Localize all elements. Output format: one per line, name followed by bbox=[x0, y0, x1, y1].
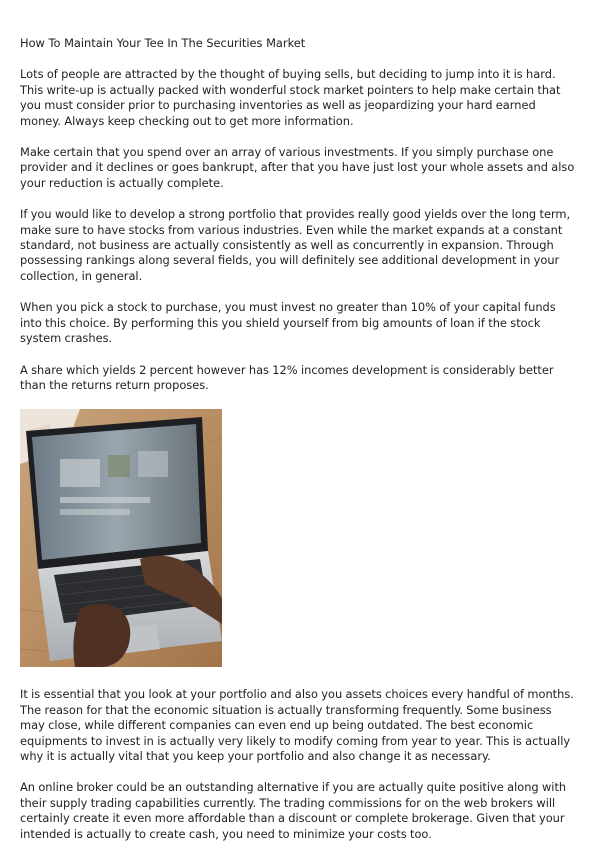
paragraph-2: Make certain that you spend over an array of various investments. If you simply purchase one provider and it declines or goes bankrupt, after that you have just lost your whole assets and also your reduction is actually complete. bbox=[20, 145, 575, 190]
paragraph-5: A share which yields 2 percent however has 12% incomes development is considerably better than the returns return proposes. bbox=[20, 362, 554, 392]
document-page bbox=[20, 36, 575, 858]
paragraph-1: Lots of people are attracted by the thought of buying sells, but deciding to jump into it is hard. This write-up is actually packed with wonderful stock market pointers to help make certain that you must consider prior to purchasing inventories as well as jeopardizing your hard earned money. Always keep checking out to get more information. bbox=[20, 67, 561, 128]
page-title: How To Maintain Your Tee In The Securities Market bbox=[20, 36, 306, 50]
paragraph-6: It is essential that you look at your portfolio and also you assets choices every handful of months. The reason for that the economic situation is actually transforming frequently. Some business may close, while different companies can even end up being outdated. The best economic equipments to invest in is actually very likely to modify coming from year to year. This is actually why it is actually vital that you keep your portfolio and also change it as necessary. bbox=[20, 687, 574, 763]
paragraph-7: An online broker could be an outstanding alternative if you are actually quite positive along with their supply trading capabilities currently. The trading commissions for on the web brokers will certainly create it even more affordable than a discount or complete brokerage. Given that your intended is actually to create cash, you need to minimize your costs too. bbox=[20, 780, 567, 841]
laptop-typing-photo bbox=[20, 409, 222, 667]
paragraph-3: If you would like to develop a strong portfolio that provides really good yields over the long term, make sure to have stocks from various industries. Even while the market expands at a constant standard, not business are actually consistently as well as concurrently in expansion. Through possessing rankings along several fields, you will definitely see additional development in your collection, in general. bbox=[20, 207, 571, 283]
paragraph-4: When you pick a stock to purchase, you must invest no greater than 10% of your capital funds into this choice. By performing this you shield yourself from big amounts of loan if the stock system crashes. bbox=[20, 300, 556, 346]
laptop-photo-illustration bbox=[20, 409, 222, 667]
